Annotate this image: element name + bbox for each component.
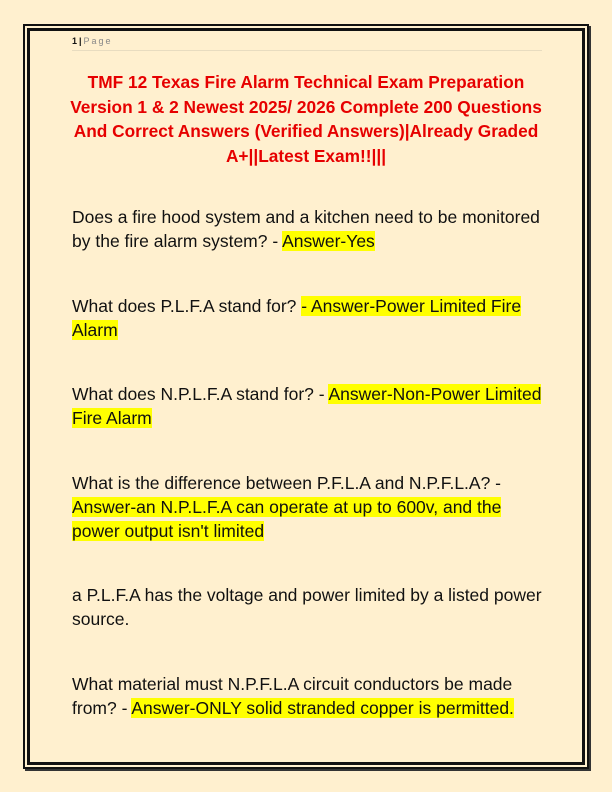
qa-item	[72, 382, 547, 430]
qa-item	[72, 205, 547, 253]
page-header	[72, 36, 542, 51]
paragraph: a P.L.F.A has the voltage and power limited by a listed power source.	[72, 585, 542, 629]
qa-item	[72, 583, 547, 631]
question: What material must N.P.F.L.A circuit conductors be made from? -	[72, 674, 513, 718]
qa-item	[72, 471, 547, 543]
question: Does a fire hood system and a kitchen need to be monitored by the fire alarm system? -	[72, 207, 540, 251]
page-label: Page	[83, 36, 113, 46]
question: What is the difference between P.F.L.A and N.P.F.L.A? -	[72, 473, 502, 493]
answer: - Answer-Power Limited Fire Alarm	[72, 296, 522, 340]
question: What does P.L.F.A stand for?	[72, 296, 302, 316]
page-separator: |	[79, 36, 82, 46]
qa-item	[72, 672, 547, 720]
question: What does N.P.L.F.A stand for? -	[72, 384, 329, 404]
answer: Answer-ONLY solid stranded copper is permitted.	[131, 698, 514, 718]
qa-item	[72, 294, 547, 342]
page-number: 1	[72, 36, 78, 46]
answer: Answer-Yes	[282, 231, 375, 251]
answer: Answer-an N.P.L.F.A can operate at up to 600v, and the power output isn't limited	[72, 497, 502, 541]
answer: Answer-Non-Power Limited Fire Alarm	[72, 384, 542, 428]
document-title: TMF 12 Texas Fire Alarm Technical Exam Preparation Version 1 & 2 Newest 2025/ 2026 Complete 200 Questions And Correct Answers (Verified Answers)|Already Graded A+||Latest Exam!!|||	[70, 72, 542, 166]
